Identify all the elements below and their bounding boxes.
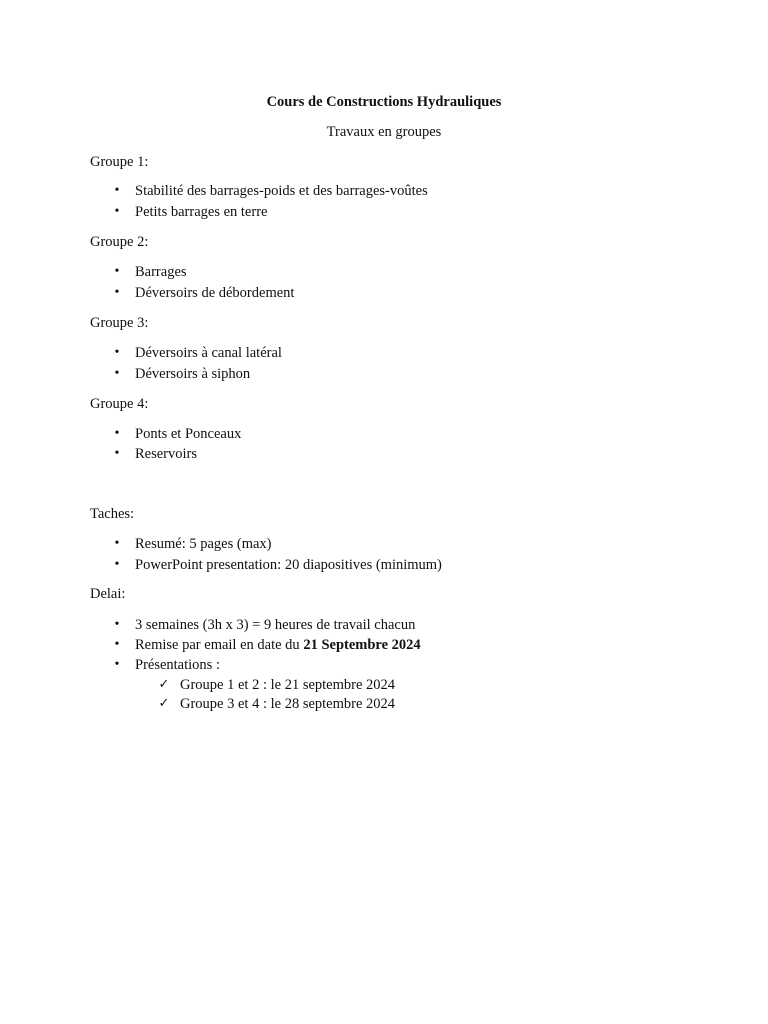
delai-item-3: Présentations : bbox=[135, 657, 220, 673]
bullet-icon: • bbox=[114, 637, 120, 652]
group-4-item-2: Reservoirs bbox=[135, 446, 198, 462]
bullet-icon: • bbox=[114, 345, 120, 360]
group-1-item-1: Stabilité des barrages-poids et des barrages-voûtes bbox=[135, 183, 428, 199]
bullet-icon: • bbox=[114, 617, 120, 632]
taches-item-2: PowerPoint presentation: 20 diapositives (minimum) bbox=[135, 557, 442, 573]
checkmark-icon: ✓ bbox=[158, 677, 170, 692]
deadline-date: 21 Septembre 2024 bbox=[303, 637, 421, 653]
bullet-icon: • bbox=[114, 285, 120, 300]
checkmark-icon: ✓ bbox=[158, 696, 170, 711]
document-title: Cours de Constructions Hydrauliques bbox=[266, 94, 502, 110]
bullet-icon: • bbox=[114, 536, 120, 551]
presentation-date-2: Groupe 3 et 4 : le 28 septembre 2024 bbox=[180, 696, 396, 712]
group-3-item-2: Déversoirs à siphon bbox=[135, 366, 251, 382]
group-3-heading: Groupe 3: bbox=[90, 315, 149, 331]
delai-heading: Delai: bbox=[90, 586, 126, 602]
group-1-item-2: Petits barrages en terre bbox=[135, 204, 268, 220]
bullet-icon: • bbox=[114, 557, 120, 572]
bullet-icon: • bbox=[114, 264, 120, 279]
group-2-item-2: Déversoirs de débordement bbox=[135, 285, 295, 301]
presentation-date-1: Groupe 1 et 2 : le 21 septembre 2024 bbox=[180, 677, 396, 693]
document-subtitle: Travaux en groupes bbox=[326, 124, 442, 140]
bullet-icon: • bbox=[114, 657, 120, 672]
group-2-heading: Groupe 2: bbox=[90, 234, 149, 250]
group-1-heading: Groupe 1: bbox=[90, 154, 149, 170]
delai-item-2 bbox=[135, 635, 421, 655]
taches-heading: Taches: bbox=[90, 506, 135, 522]
bullet-icon: • bbox=[114, 204, 120, 219]
group-4-item-1: Ponts et Ponceaux bbox=[135, 426, 242, 442]
group-3-item-1: Déversoirs à canal latéral bbox=[135, 345, 282, 361]
group-4-heading: Groupe 4: bbox=[90, 396, 149, 412]
delai-item-1: 3 semaines (3h x 3) = 9 heures de travail chacun bbox=[135, 617, 416, 633]
bullet-icon: • bbox=[114, 366, 120, 381]
bullet-icon: • bbox=[114, 426, 120, 441]
taches-item-1: Resumé: 5 pages (max) bbox=[135, 536, 272, 552]
group-2-item-1: Barrages bbox=[135, 264, 187, 280]
delai-item-2-text: Remise par email en date du bbox=[135, 637, 304, 653]
bullet-icon: • bbox=[114, 183, 120, 198]
bullet-icon: • bbox=[114, 446, 120, 461]
